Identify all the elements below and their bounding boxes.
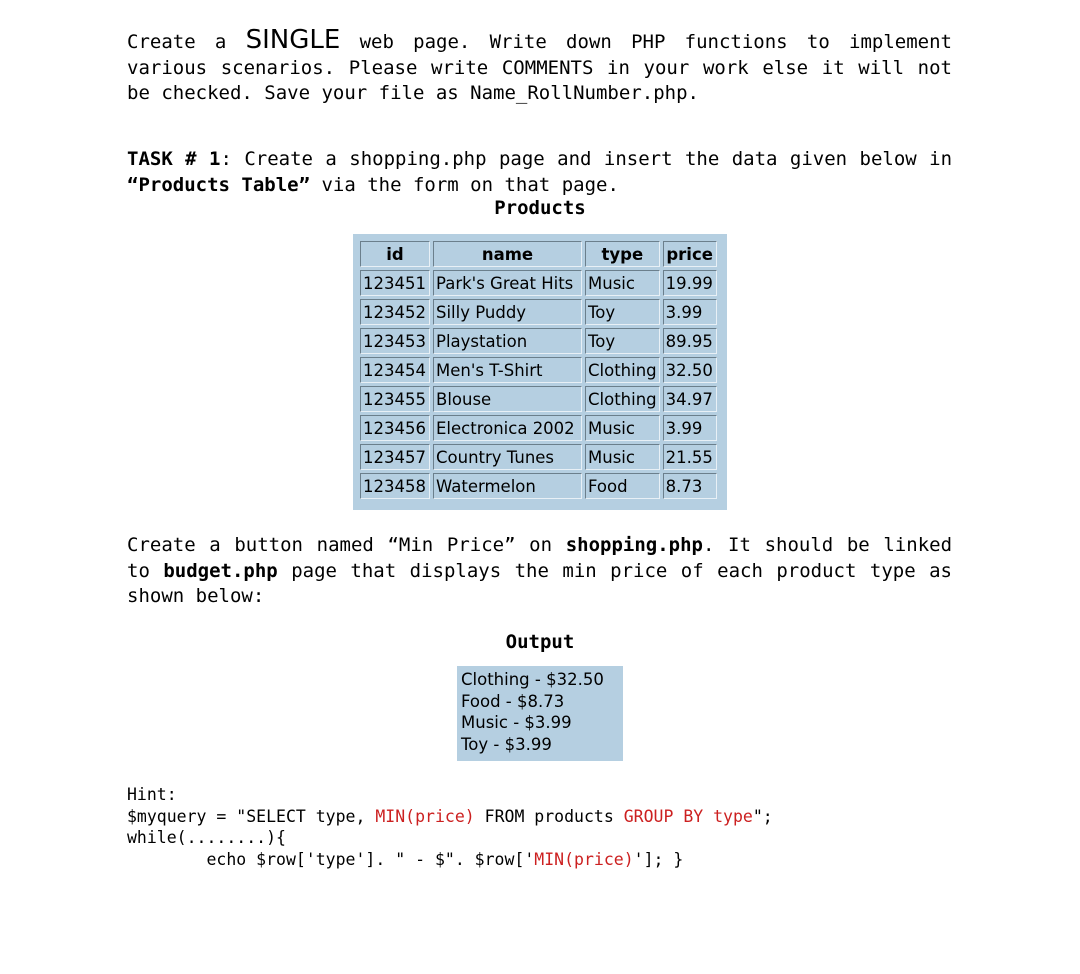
cell-name: Watermelon: [433, 473, 582, 499]
cell-type: Music: [585, 415, 660, 441]
cell-price: 8.73: [663, 473, 717, 499]
cell-price: 3.99: [663, 299, 717, 325]
cell-name: Men's T-Shirt: [433, 357, 582, 383]
products-table: [357, 238, 720, 502]
output-box: [457, 666, 623, 761]
table-row: [360, 444, 717, 470]
hint-echo-part: ']; }: [633, 849, 684, 869]
task1-label: TASK # 1: [127, 148, 221, 170]
hint-min-price-highlight: MIN(price): [534, 849, 634, 869]
cell-id: 123452: [360, 299, 430, 325]
button-paragraph: [127, 533, 952, 610]
hint-group-by-highlight: GROUP BY type: [623, 806, 753, 826]
cell-id: 123453: [360, 328, 430, 354]
cell-name: Silly Puddy: [433, 299, 582, 325]
button-text-2: . It should be linked to: [127, 534, 953, 582]
cell-type: Music: [585, 270, 660, 296]
task1-text-2: via the form on that page.: [310, 173, 619, 196]
cell-type: Clothing: [585, 357, 660, 383]
table-row: [360, 473, 717, 499]
hint-echo-line: [127, 849, 773, 871]
cell-type: Toy: [585, 328, 660, 354]
button-text-1: Create a button named “Min Price” on: [127, 534, 566, 556]
hint-min-price-highlight: MIN(price): [375, 806, 475, 826]
task1-bold-phrase: “Products Table”: [127, 173, 311, 196]
cell-price: 19.99: [663, 270, 717, 296]
products-table-container: [353, 234, 727, 510]
hint-label: Hint:: [127, 785, 177, 804]
hint-query-line: [127, 806, 773, 828]
task1-text-1: : Create a shopping.php page and insert the data given below in: [220, 148, 953, 170]
hint-echo-part: echo $row['type']. " - $". $row[': [127, 849, 535, 869]
hint-query-part: FROM products: [474, 806, 624, 826]
cell-id: 123458: [360, 473, 430, 499]
intro-paragraph: [127, 25, 952, 107]
cell-id: 123455: [360, 386, 430, 412]
cell-name: Playstation: [433, 328, 582, 354]
cell-name: Country Tunes: [433, 444, 582, 470]
table-row: [360, 270, 717, 296]
header-id: id: [360, 241, 430, 267]
header-price: price: [663, 241, 717, 267]
cell-price: 32.50: [663, 357, 717, 383]
intro-text-1: Create a: [127, 31, 227, 53]
header-type: type: [585, 241, 660, 267]
table-row: [360, 386, 717, 412]
output-line: Food - $8.73: [461, 691, 565, 711]
hint-code-block: [127, 784, 773, 870]
cell-name: Blouse: [433, 386, 582, 412]
hint-query-part: ";: [752, 806, 773, 826]
table-row: [360, 328, 717, 354]
hint-while-line: while(........){: [127, 828, 286, 847]
intro-text-2: web page. Write down PHP functions to implement various scenarios. Please write COMMENTS in your work else it will not be checked. Save your file as Name_RollNumber.php.: [127, 31, 952, 104]
budget-file-name: budget.php: [163, 559, 278, 582]
cell-id: 123454: [360, 357, 430, 383]
cell-price: 34.97: [663, 386, 717, 412]
output-line: Clothing - $32.50: [461, 670, 604, 689]
intro-emphasis: SINGLE: [245, 25, 341, 55]
cell-type: Food: [585, 473, 660, 499]
products-header-row: [360, 241, 717, 267]
output-line: Music - $3.99: [461, 713, 572, 732]
task1-paragraph: [127, 147, 952, 198]
cell-price: 3.99: [663, 415, 717, 441]
cell-name: Park's Great Hits: [433, 270, 582, 296]
cell-id: 123457: [360, 444, 430, 470]
cell-price: 89.95: [663, 328, 717, 354]
cell-id: 123451: [360, 270, 430, 296]
button-text-3: page that displays the min price of each product type as shown below:: [127, 559, 952, 607]
shopping-file-name: shopping.php: [565, 534, 703, 556]
table-row: [360, 415, 717, 441]
table-row: [360, 357, 717, 383]
cell-price: 21.55: [663, 444, 717, 470]
cell-type: Toy: [585, 299, 660, 325]
output-line: Toy - $3.99: [461, 734, 552, 754]
hint-query-part: $myquery = "SELECT type,: [127, 806, 376, 826]
cell-name: Electronica 2002: [433, 415, 582, 441]
cell-id: 123456: [360, 415, 430, 441]
cell-type: Music: [585, 444, 660, 470]
table-row: [360, 299, 717, 325]
products-caption: Products: [494, 197, 586, 219]
cell-type: Clothing: [585, 386, 660, 412]
header-name: name: [433, 241, 582, 267]
output-caption: Output: [505, 631, 575, 653]
